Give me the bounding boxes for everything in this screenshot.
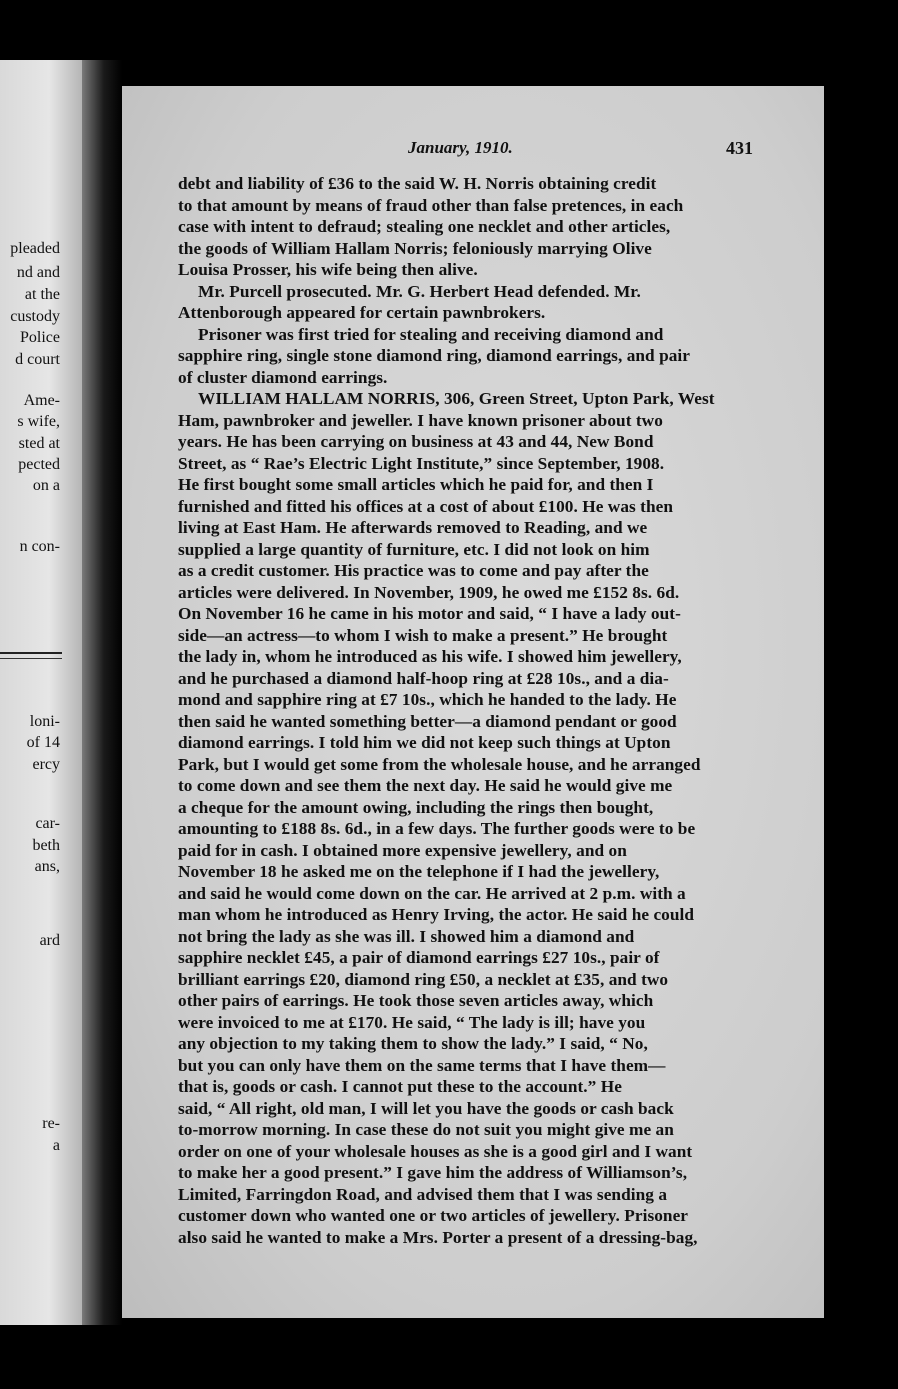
section-rule (0, 658, 62, 659)
left-page-line: custody (10, 308, 60, 325)
document-page (122, 86, 824, 1318)
text-line: amounting to £188 8s. 6d., in a few days. The further goods were to be (178, 819, 696, 838)
left-page-line: beth (32, 837, 60, 854)
section-rule (0, 652, 62, 654)
left-page-line: s wife, (17, 413, 60, 430)
text-line: also said he wanted to make a Mrs. Porter a present of a dressing-bag, (178, 1227, 698, 1247)
left-page-line: a (52, 1137, 60, 1154)
page-number: 431 (726, 138, 753, 158)
text-line: furnished and fitted his offices at a cost of about £100. He was then (178, 496, 674, 516)
text-line: not bring the lady as she was ill. I showed him a diamond and (178, 926, 635, 946)
text-line: Louisa Prosser, his wife being then alive. (178, 260, 478, 279)
text-line: debt and liability of £36 to the said W. H. Norris obtaining credit (178, 174, 657, 193)
running-head: January, 1910. (408, 138, 513, 157)
left-page-line: ard (39, 932, 60, 949)
text-line: and said he would come down on the car. He arrived at 2 p.m. with a (178, 883, 686, 903)
text-line: as a credit customer. His practice was to come and pay after the (178, 561, 649, 580)
left-page-line: d court (15, 351, 60, 368)
left-page-line: on a (32, 477, 60, 494)
left-page-line: loni- (29, 713, 60, 730)
text-line: Mr. Purcell prosecuted. Mr. G. Herbert Head defended. Mr. (198, 281, 641, 301)
text-line: a cheque for the amount owing, including the rings then bought, (178, 797, 654, 817)
text-line: order on one of your wholesale houses as she is a good girl and I want (178, 1141, 693, 1161)
book-gutter (82, 60, 122, 1325)
text-line: years. He has been carrying on business at 43 and 44, New Bond (178, 432, 654, 451)
left-page-line: nd and (16, 264, 60, 281)
left-page-line: pleaded (10, 240, 60, 257)
text-line: side—an actress—to whom I wish to make a present.” He brought (178, 625, 668, 645)
text-line: but you can only have them on the same terms that I have them— (178, 1055, 666, 1075)
text-line: case with intent to defraud; stealing one necklet and other articles, (178, 217, 671, 236)
text-line: He first bought some small articles which he paid for, and then I (178, 475, 654, 494)
text-line: said, “ All right, old man, I will let you have the goods or cash back (178, 1098, 674, 1118)
text-line: brilliant earrings £20, diamond ring £50, a necklet at £35, and two (178, 969, 669, 989)
text-line: other pairs of earrings. He took those seven articles away, which (178, 991, 654, 1010)
left-page-line: n con- (19, 538, 60, 555)
left-page-line: Police (20, 329, 60, 346)
text-line: and he purchased a diamond half-hoop ring at £28 10s., and a dia- (178, 668, 669, 688)
text-line: any objection to my taking them to show the lady.” I said, “ No, (178, 1034, 648, 1053)
text-line: that is, goods or cash. I cannot put these to the account.” He (178, 1077, 622, 1096)
left-page-line: ans, (34, 858, 60, 875)
left-page-line: sted at (18, 435, 60, 452)
text-line: the lady in, whom he introduced as his wife. I showed him jewellery, (178, 647, 682, 666)
text-line: November 18 he asked me on the telephone if I had the jewellery, (178, 862, 660, 881)
text-line: articles were delivered. In November, 1909, he owed me £152 8s. 6d. (178, 582, 680, 602)
text-line: man whom he introduced as Henry Irving, the actor. He said he could (178, 905, 695, 924)
text-line: Park, but I would get some from the wholesale house, and he arranged (178, 754, 701, 774)
page-header (122, 138, 824, 164)
previous-page-margin (0, 60, 82, 1325)
text-line: the goods of William Hallam Norris; feloniously marrying Olive (178, 238, 652, 258)
text-line: to make her a good present.” I gave him the address of Williamson’s, (178, 1163, 688, 1182)
text-line: Attenborough appeared for certain pawnbrokers. (178, 303, 546, 322)
text-line: then said he wanted something better—a diamond pendant or good (178, 711, 677, 731)
text-line: WILLIAM HALLAM NORRIS, 306, Green Street, Upton Park, West (198, 389, 715, 408)
left-page-line: Ame- (23, 392, 60, 409)
left-page-line: car- (35, 815, 60, 832)
text-line: paid for in cash. I obtained more expensive jewellery, and on (178, 840, 627, 860)
text-line: mond and sapphire ring at £7 10s., which he handed to the lady. He (178, 690, 677, 709)
text-line: customer down who wanted one or two articles of jewellery. Prisoner (178, 1206, 689, 1225)
text-line: supplied a large quantity of furniture, etc. I did not look on him (178, 539, 650, 559)
left-page-line: of 14 (26, 734, 60, 751)
left-page-line: pected (18, 456, 60, 473)
text-line: to come down and see them the next day. He said he would give me (178, 776, 673, 795)
text-line: to that amount by means of fraud other than false pretences, in each (178, 195, 684, 215)
text-line: living at East Ham. He afterwards removed to Reading, and we (178, 518, 648, 537)
text-line: diamond earrings. I told him we did not keep such things at Upton (178, 733, 671, 752)
text-line: to-morrow morning. In case these do not suit you might give me an (178, 1120, 674, 1139)
left-page-line: re- (42, 1115, 60, 1132)
text-line: sapphire ring, single stone diamond ring, diamond earrings, and pair (178, 346, 691, 365)
text-line: sapphire necklet £45, a pair of diamond earrings £27 10s., pair of (178, 948, 660, 967)
text-line: of cluster diamond earrings. (178, 367, 388, 387)
text-line: Street, as “ Rae’s Electric Light Institute,” since September, 1908. (178, 453, 665, 473)
text-line: On November 16 he came in his motor and said, “ I have a lady out- (178, 604, 681, 623)
left-page-line: ercy (32, 756, 60, 773)
text-line: Limited, Farringdon Road, and advised them that I was sending a (178, 1184, 668, 1204)
text-line: Prisoner was first tried for stealing and receiving diamond and (198, 324, 664, 344)
text-line: were invoiced to me at £170. He said, “ The lady is ill; have you (178, 1012, 646, 1032)
left-page-line: at the (24, 286, 60, 303)
text-line: Ham, pawnbroker and jeweller. I have known prisoner about two (178, 410, 663, 430)
